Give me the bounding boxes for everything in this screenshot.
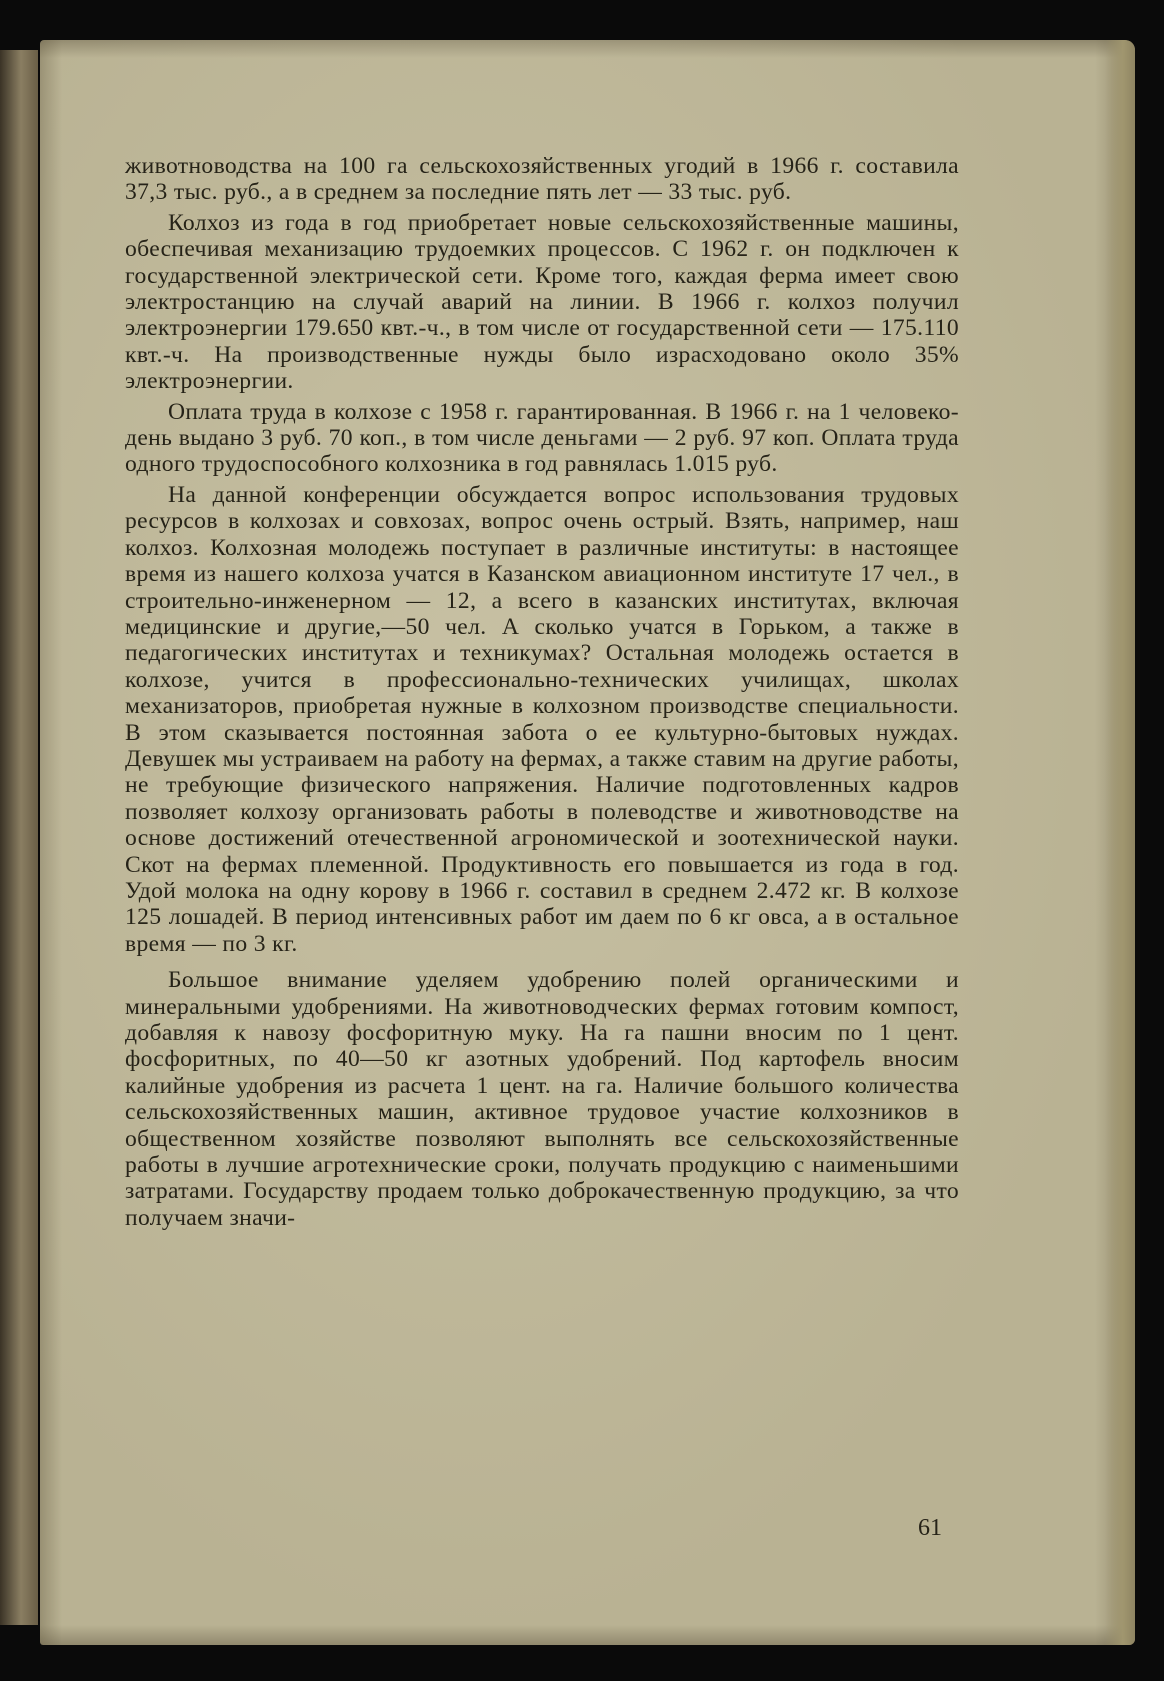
page-number: 61: [918, 1515, 942, 1541]
page-fore-edge: [1105, 40, 1135, 1645]
paragraph-labor-resources: На данной конференции обсуждается вопрос использования трудовых ресурсов в колхозах и совхозах, вопрос очень острый. Взять, например, наш колхоз. Колхозная молодежь поступает в различные институты: в настоящее время из нашего колхоза учатся в Казанском авиационном институте 17 чел., в строительно-инженерном — 12, а всего в казанских институтах, включая медицинские и другие,—50 чел. А сколько учатся в Горьком, а также в педагогических институтах и техникумах? Остальная молодежь остается в колхозе, учится в профессионально-технических училищах, школах механизаторов, приобретая нужные в колхозном производстве специальности. В этом сказывается постоянная забота о ее культурно-бытовых нуждах. Девушек мы устраиваем на работу на фермах, а также ставим на другие работы, не требующие физического напряжения. Наличие подготовленных кадров позволяет колхозу организовать работы в полеводстве и животноводстве на основе достижений отечественной агрономической и зоотехнической науки. Скот на фермах племенной. Продуктивность его повышается из года в год. Удой молока на одну корову в 1966 г. составил в среднем 2.472 кг. В колхозе 125 лошадей. В период интенсивных работ им даем по 6 кг овса, а в остальное время — по 3 кг.: [125, 481, 959, 957]
paragraph-machinery: Колхоз из года в год приобретает новые сельскохозяйственные машины, обеспечивая механизацию трудоемких процессов. С 1962 г. он подключен к государственной электрической сети. Кроме того, каждая ферма имеет свою электростанцию на случай аварий на линии. В 1966 г. колхоз получил электроэнергии 179.650 квт.-ч., в том числе от государственной сети — 175.110 квт.-ч. На производственные нужды было израсходовано около 35% электроэнергии.: [125, 209, 959, 395]
paragraph-wages: Оплата труда в колхозе с 1958 г. гарантированная. В 1966 г. на 1 человеко-день выдано 3 руб. 70 коп., в том числе деньгами — 2 руб. 97 коп. Оплата труда одного трудоспособного колхозника в год равнялась 1.015 руб.: [125, 398, 959, 478]
paragraph-continued: животноводства на 100 га сельскохозяйственных угодий в 1966 г. составила 37,3 тыс. руб., а в среднем за последние пять лет — 33 тыс. руб.: [125, 153, 959, 206]
previous-page-edge: [0, 50, 38, 1625]
paragraph-fertilizers: Большое внимание уделяем удобрению полей органическими и минеральными удобрениями. На животноводческих фермах готовим компост, добавляя к навозу фосфоритную муку. На га пашни вносим по 1 цент. фосфоритных, по 40—50 кг азотных удобрений. Под картофель вносим калийные удобрения из расчета 1 цент. на га. Наличие большого количества сельскохозяйственных машин, активное трудовое участие колхозников в общественном хозяйстве позволяют выполнять все сельскохозяйственные работы в лучшие агротехнические сроки, получать продукцию с наименьшими затратами. Государству продаем только доброкачественную продукцию, за что получаем значи-: [125, 967, 959, 1231]
body-text: [125, 153, 959, 1231]
